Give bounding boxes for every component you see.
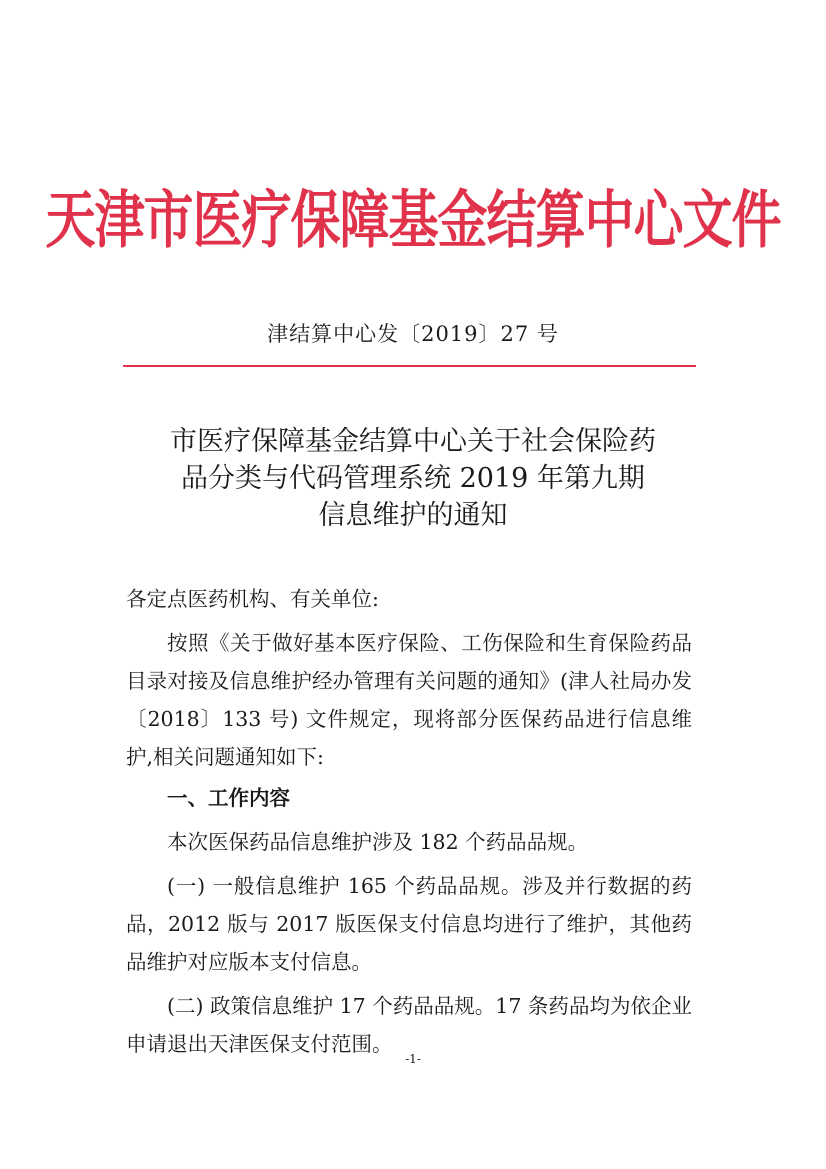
notice-title [0,423,826,534]
paragraph: 本次医保药品信息维护涉及 182 个药品品规。 [167,830,589,854]
paragraph: 按照《关于做好基本医疗保险、工伤保险和生育保险药品目录对接及信息维护经办管理有关问题的通知》(津人社局办发〔2018〕133 号) 文件规定，现将部分医保药品进行信息维护,相关问题通知如下: [126,631,692,769]
notice-title-line: 品分类与代码管理系统 2019 年第九期 [181,463,645,494]
page-number: -1- [405,1052,421,1066]
paragraph: (二) 政策信息维护 17 个药品品规。17 条药品均为依企业申请退出天津医保支付范围。 [126,994,692,1056]
notice-body [126,580,692,1063]
document-number: 津结算中心发〔2019〕27 号 [267,322,559,346]
red-divider [123,365,696,367]
issuing-org-title: 天津市医疗保障基金结算中心文件 [45,182,781,257]
section-heading: 一、工作内容 [167,786,290,810]
paragraph: (一) 一般信息维护 165 个药品品规。涉及并行数据的药品，2012 版与 2017 版医保支付信息均进行了维护，其他药品维护对应版本支付信息。 [126,874,692,974]
notice-title-line: 市医疗保障基金结算中心关于社会保险药 [170,426,656,457]
notice-title-line: 信息维护的通知 [318,500,508,531]
salutation: 各定点医药机构、有关单位: [126,587,379,611]
